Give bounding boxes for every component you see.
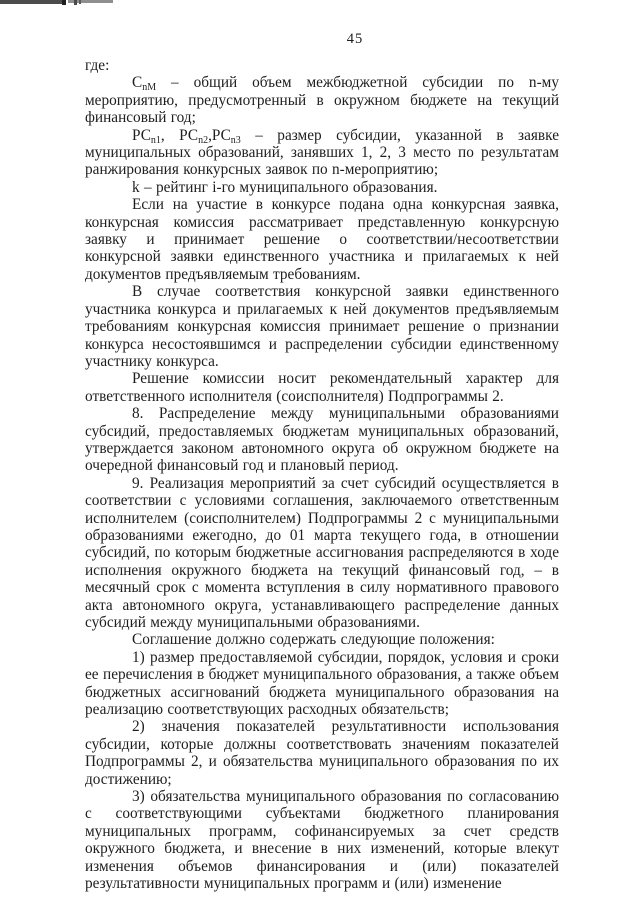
paragraph-single-applicant-award: В случае соответствия конкурсной заявки единственного участника конкурса и прилагаемых к ней документов предъявляемым требованиям конкурсная комиссия принимает решение о признании конкурса несостоявшимся и распределении субсидии единственному участнику конкурса. <box>85 283 559 370</box>
page-number: 45 <box>346 31 364 47</box>
formula-term-k: k – рейтинг i-го муниципального образования. <box>132 178 438 196</box>
term-rc2-subscript: n2 <box>198 134 209 146</box>
term-rc3-symbol: РС <box>211 126 231 144</box>
paragraph-agreement-intro: Соглашение должно содержать следующие положения: <box>132 631 495 649</box>
scan-artifact-segment <box>74 0 77 5</box>
term-rc1-symbol: РС <box>132 126 151 144</box>
formula-term-c <box>85 74 559 126</box>
paragraph-item-9: 9. Реализация мероприятий за счет субсидий осуществляется в соответствии с условиями соглашения, заключаемого ответственным исполнителем (соисполнителем) Подпрограммы 2 с муниципальными образованиями ежегодно, до 01 марта текущего года, в отношении субсидий, по которым бюджетные ассигнования распределяются в ходе исполнения окружного бюджета на текущий финансовый год, – в месячный срок с момента вступления в силу нормативного правового акта автономного округа, устанавливающего распределение данных субсидий между муниципальными образованиями. <box>85 474 559 631</box>
term-separator: , <box>160 126 180 144</box>
paragraph-list-item-1: 1) размер предоставляемой субсидии, порядок, условия и сроки ее перечисления в бюджет муниципального образования, а также объем бюджетных ассигнований бюджета муниципального образования на реализацию соответствующих расходных обязательств; <box>85 648 559 719</box>
term-rc3-subscript: n3 <box>230 134 241 146</box>
document-body <box>85 57 559 893</box>
formula-legend-intro: где: <box>85 57 110 74</box>
paragraph-commission-decision: Решение комиссии носит рекомендательный характер для ответственного исполнителя (соисполнителя) Подпрограммы 2. <box>85 370 559 405</box>
paragraph-list-item-2: 2) значения показателей результативности использования субсидии, которые должны соответствовать значениям показателей Подпрограммы 2, и обязательства муниципального образования по их достижению; <box>85 718 559 788</box>
term-c-definition: – общий объем межбюджетной субсидии по n-му мероприятию, предусмотренный в окружном бюджете на текущий финансовый год; <box>85 74 559 127</box>
paragraph-list-item-3: 3) обязательства муниципального образования по согласованию с соответствующими субъектами бюджетного планирования муниципальных программ, софинансируемых за счет средств окружного бюджета, и внесение в них изменений, которые влекут изменения объемов финансирования и (или) показателей результативности муниципальных программ и (или) изменение <box>85 788 559 893</box>
scan-artifact-segment <box>62 0 66 5</box>
formula-term-rc <box>85 127 559 179</box>
term-c-symbol: С <box>132 74 143 92</box>
scan-artifact <box>0 0 130 6</box>
paragraph-item-8: 8. Распределение между муниципальными образованиями субсидий, предоставляемых бюджетам муниципальных образований, утверждается законом автономного округа об окружном бюджете на очередной финансовый год и плановый период. <box>85 405 559 475</box>
term-rc1-subscript: n1 <box>150 134 161 146</box>
scan-artifact-segment <box>0 0 64 4</box>
term-c-subscript: nM <box>142 82 157 94</box>
term-separator: , <box>208 126 212 144</box>
term-rc2-symbol: РС <box>179 126 199 144</box>
scan-artifact-segment <box>79 0 81 4</box>
paragraph-single-application: Если на участие в конкурсе подана одна конкурсная заявка, конкурсная комиссия рассматривает представленную конкурсную заявку и принимает решение о соответствии/несоответствии конкурсной заявки единственного участника и прилагаемых к ней документов предъявляемым требованиям. <box>85 196 559 283</box>
term-rc-definition: – размер субсидии, указанной в заявке муниципальных образований, занявших 1, 2, 3 место по результатам ранжирования конкурсных заявок по n-мероприятию; <box>85 126 559 179</box>
